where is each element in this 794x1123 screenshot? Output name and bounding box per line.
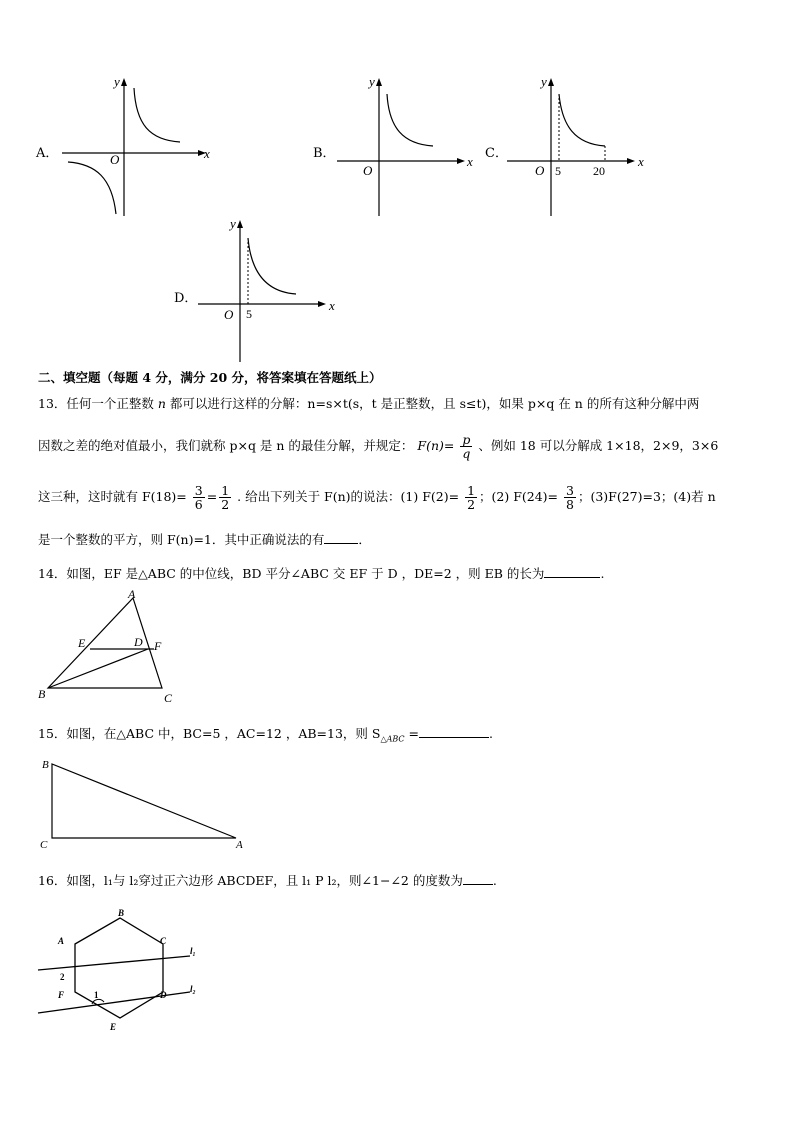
q13-line-4: 是一个整数的平方，则 F(n)=1．其中正确说法的有 ． (38, 532, 371, 547)
graph-c-origin-label: O (535, 163, 545, 178)
q13-fraction-1-2: $\frac{1}{2}$ (221, 483, 230, 513)
q14-label-b: B (38, 687, 46, 701)
q13-text-3a: 这三种，这时就有 F(18)= (38, 489, 187, 505)
graph-d-tick-5: 5 (246, 307, 252, 321)
graph-c-tick-5: 5 (555, 164, 561, 178)
graph-b-y-label: y (369, 74, 375, 89)
q15-stem: 15．如图，在△ABC 中，BC=5 ，AC=12 ，AB=13，则 S (38, 726, 381, 741)
q16-label-l2: l₂ (190, 984, 196, 994)
q15-label-b: B (42, 759, 49, 771)
graph-option-c-label: C． (485, 146, 508, 161)
q14-label-f: F (154, 639, 162, 653)
graph-a-origin-label: O (110, 152, 120, 167)
section-title: 二、填空题（每题 4 分，满分 20 分，将答案填在答题纸上） (38, 370, 382, 385)
q13-answer-blank[interactable] (324, 531, 358, 544)
q16-line-l1 (38, 956, 190, 970)
q13-fraction-3-6: $\frac{3}{6}$ (194, 483, 203, 513)
q13-text-3c: ；(2) F(24)= (479, 489, 559, 505)
graph-c-tick-20: 20 (593, 164, 605, 178)
q14-label-a: A (128, 587, 136, 601)
graph-d-curve (248, 238, 296, 294)
graph-b-x-label: x (467, 154, 473, 169)
graph-b-curve (387, 94, 433, 146)
q13-text-2c: 、例如 18 可以分解成 1×18，2×9，3×6 (478, 438, 719, 454)
q13-line-3: 这三种，这时就有 F(18)= $\frac{3}{6}$ = $\frac{1}{2}$ . 给出下列关于 F(n)的说法：(1) F(2)= $\frac{1}{2}$ ；(2) F(24)= $\frac{3}{8}$ ；(3)F(27)=3；(4)若 n (38, 483, 716, 513)
graph-option-c (505, 70, 655, 220)
q14-answer-blank[interactable] (544, 565, 600, 578)
q13-line-2 (38, 433, 718, 460)
q16-text: 16．如图，l₁与 l₂穿过正六边形 ABCDEF，且 l₁ P l₂，则∠1−∠2 的度数为 . (38, 873, 497, 888)
q16-label-angle-1: 1 (94, 990, 99, 1000)
graph-a-curve-upper (134, 88, 180, 142)
graph-c-x-label: x (638, 154, 644, 169)
q13-fraction-f2: $\frac{1}{2}$ (467, 483, 476, 513)
graph-option-d (196, 212, 346, 364)
q16-answer-blank[interactable] (463, 872, 493, 885)
q15-label-a: A (236, 839, 243, 851)
graph-c-curve (559, 94, 605, 146)
q15-label-c: C (40, 839, 48, 851)
graph-option-b-label: B． (313, 146, 336, 161)
q15-triangle-figure (36, 756, 256, 852)
graph-option-a (60, 70, 220, 220)
q14-label-c: C (164, 691, 173, 705)
graph-option-a-label: A． (36, 146, 59, 161)
q14-triangle-abc (48, 598, 162, 688)
q14-bisector-bd (48, 649, 148, 688)
q14-text: 14．如图，EF 是△ABC 的中位线，BD 平分∠ABC 交 EF 于 D ，DE=2 ，则 EB 的长为 . (38, 566, 605, 581)
graph-b-origin-label: O (363, 163, 373, 178)
graph-option-d-label: D． (174, 291, 198, 306)
q13-line-1 (38, 394, 699, 412)
graph-d-x-label: x (329, 298, 335, 313)
q13-n: n (153, 396, 170, 411)
q13-text-3b: . 给出下列关于 F(n)的说法：(1) F(2)= (237, 489, 460, 505)
graph-a-curve-lower (68, 162, 116, 214)
q16-label-b: B (118, 908, 125, 918)
q13-fn-def: F(n)= (417, 438, 455, 454)
q14-label-d: D (134, 635, 143, 649)
q16-label-a: A (58, 936, 65, 946)
q15-triangle-abc (52, 764, 236, 838)
q15-text: 15．如图，在△ABC 中，BC=5 ，AC=12 ，AB=13，则 $S_{\triangle ABC}$ = . (38, 726, 493, 744)
q15-answer-blank[interactable] (419, 725, 489, 738)
q14-triangle-figure (36, 586, 196, 710)
q13-text-2a: 因数之差的绝对值最小，我们就称 p×q 是 n 的最佳分解，并规定： (38, 438, 414, 454)
graph-c-y-label: y (541, 74, 547, 89)
q16-stem: 16．如图，l₁与 l₂穿过正六边形 ABCDEF，且 l₁ P l₂，则∠1−∠2 的度数为 (38, 873, 463, 888)
q16-label-c: C (160, 936, 167, 946)
q14-stem: 14．如图，EF 是△ABC 的中位线，BD 平分∠ABC 交 EF 于 D ，DE=2 ，则 EB 的长为 (38, 566, 545, 581)
q13-text-1a: 13．任何一个正整数 (38, 396, 154, 411)
q14-label-e: E (78, 636, 86, 650)
q16-label-e: E (110, 1022, 117, 1032)
q15-subscript: △ABC (380, 734, 405, 744)
graph-d-origin-label: O (224, 307, 234, 322)
q16-label-angle-2: 2 (60, 972, 65, 982)
q13-text-3d: ；(3)F(27)=3；(4)若 n (577, 489, 716, 505)
graph-a-x-label: x (204, 146, 210, 161)
graph-a-y-label: y (114, 74, 120, 89)
q16-label-l1: l₁ (190, 946, 196, 956)
q16-hexagon-abcdef (75, 918, 163, 1018)
graph-d-y-label: y (230, 216, 236, 231)
q16-label-f: F (58, 990, 65, 1000)
q16-label-d: D (160, 990, 167, 1000)
q13-fraction-f24: $\frac{3}{8}$ (566, 483, 574, 513)
q13-text-4: 是一个整数的平方，则 F(n)=1．其中正确说法的有 (38, 532, 325, 547)
q13-text-1b: 都可以进行这样的分解： (169, 396, 308, 411)
q13-text-1c: n=s×t(s，t 是正整数，且 s≤t)，如果 p×q 在 n 的所有这种分解中两 (307, 396, 700, 411)
graph-option-b (335, 70, 485, 220)
q13-fraction-pq: $\frac{p}{q}$ (462, 432, 471, 462)
q16-hexagon-figure (36, 906, 206, 1036)
